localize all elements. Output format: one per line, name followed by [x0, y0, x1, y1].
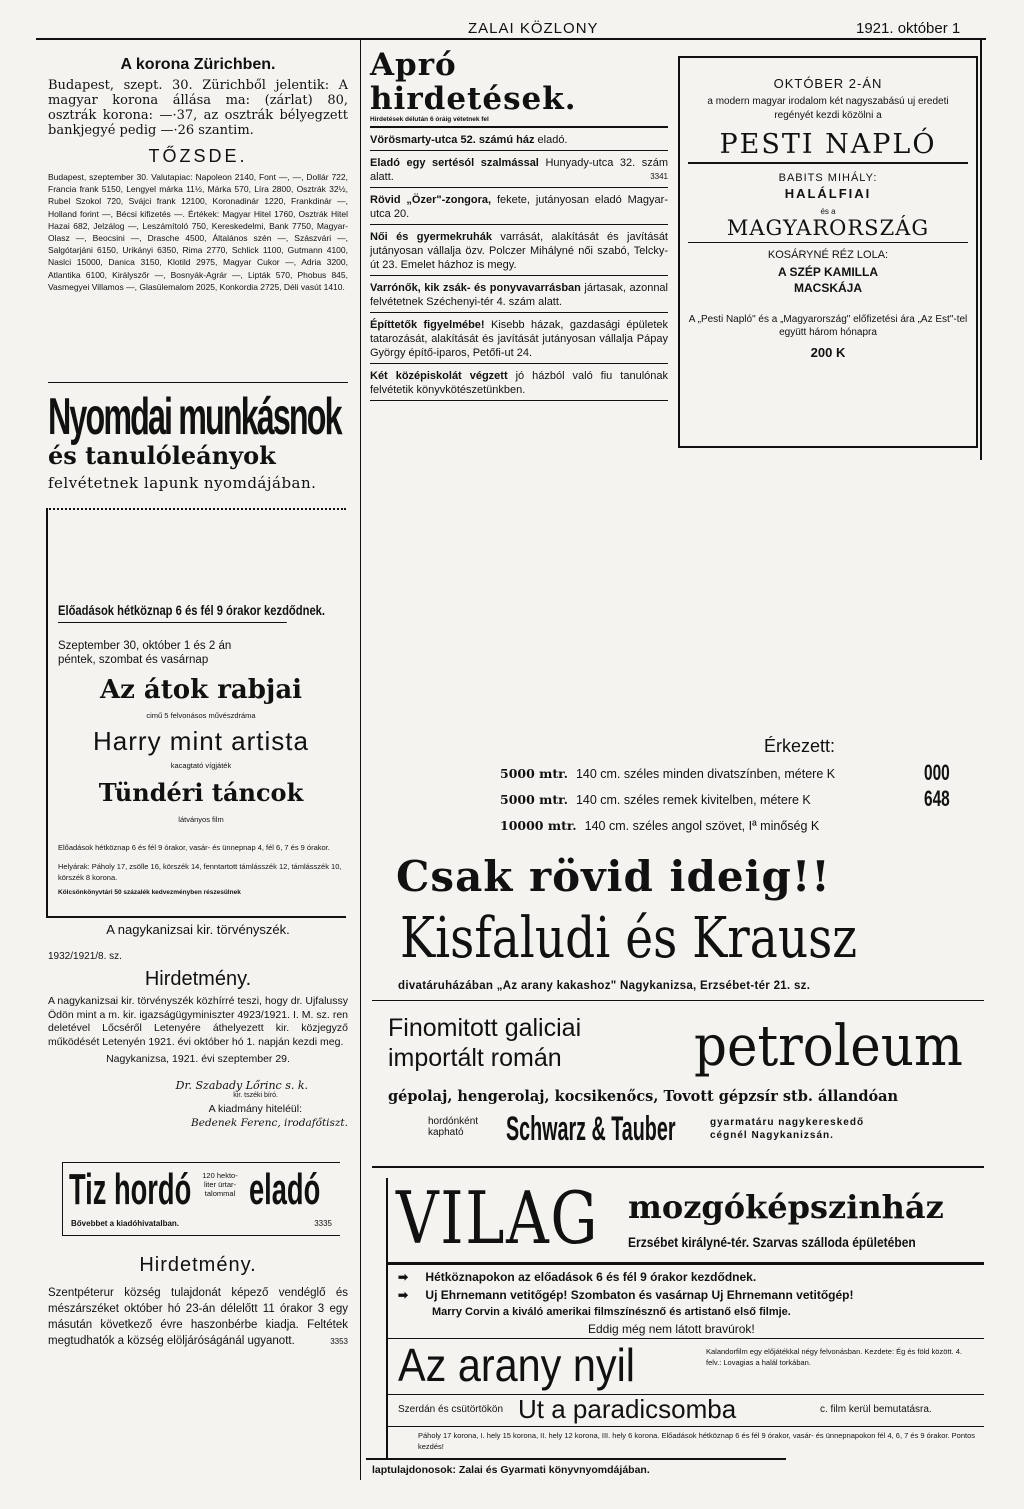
pesti-novel1: HALÁLFIAI: [784, 186, 872, 201]
cinema-info1: Előadások hétköznap 6 és fél 9 órakor, vasár- és ünnepnap 4, fél 6, 7 és 9 órakor.: [58, 843, 330, 852]
vilag-title: mozgóképszinház: [628, 1188, 944, 1226]
notice-clerk: Bedenek Ferenc, irodafőtiszt.: [191, 1117, 348, 1129]
arrow-icon: ➡: [398, 1288, 409, 1302]
divider: [372, 1000, 984, 1001]
classified-ad-text: varrását, alakítását és javítását jutányosan vállalja özv. Polczer Mihályné női szabó, Telcky-út 23. Emelet házhoz is megy.: [370, 231, 668, 271]
issue-date: 1921. október 1: [856, 20, 961, 37]
limited-offer: Csak rövid ideig!!: [396, 852, 831, 901]
classified-ad-head: Építtetők figyelmébe!: [370, 319, 485, 331]
vilag-schedule: [398, 1270, 756, 1284]
korona-body: Budapest, szept. 30. Zürichből jelentik: A magyar korona állása ma: (zárlat) 80, osztrák korona: —·37, az osztrák bélyegzett bankjegyé pedig —·26 szantim.: [48, 78, 348, 138]
classified-ad: [370, 313, 668, 364]
vilag-cinema-ad: [386, 1178, 982, 1458]
vilag-bravura: Eddig még nem látott bravúrok!: [588, 1322, 755, 1336]
pesti-magyarorszag: MAGYARORSZÁG: [688, 216, 968, 243]
fabric-row: [500, 818, 980, 844]
vilag-film2-note: c. film kerül bemutatásra.: [820, 1404, 932, 1415]
petroleum-ad: [388, 1010, 984, 1150]
court-name: A nagykanizsai kir. törvényszék.: [106, 922, 290, 937]
footer-printer: laptulajdonosok: Zalai és Gyarmati könyvnyomdájában.: [372, 1464, 650, 1476]
classifieds-list: [370, 128, 668, 401]
pesti-novel2a: A SZÉP KAMILLA: [777, 265, 878, 279]
arrow-icon: ➡: [398, 1270, 409, 1284]
rental-notice-number: 3353: [330, 1337, 348, 1346]
classifieds: [370, 48, 668, 401]
fabric-desc: 140 cm. széles angol szövet, Iª minőség K: [584, 819, 820, 833]
arrived-heading: Érkezett:: [764, 736, 836, 756]
notice-place: Nagykanizsa, 1921. évi szeptember 29.: [106, 1053, 290, 1065]
vilag-film: Az arany nyil: [398, 1339, 636, 1391]
classified-ad: [370, 364, 668, 401]
petroleum-line1: Finomitott galiciai: [388, 1014, 582, 1042]
korona-section: [48, 56, 348, 293]
vilag-projector: [398, 1288, 853, 1302]
pesti-price: 200 K: [810, 345, 846, 360]
fabric-row: [500, 786, 980, 818]
vilag-film-note: Kalandorfilm egy előjátékkal négy felvonásban. Kezdete: Ég és föld között. 4. felv.: Lovagias a halál torkában.: [706, 1347, 962, 1367]
fabric-quantity: 10000 mtr.: [500, 818, 577, 833]
notice-title: Hirdetmény.: [144, 968, 252, 990]
vilag-wed: Szerdán és csütörtökön: [398, 1404, 504, 1415]
notice-certified: A kiadmány hiteléül:: [208, 1103, 302, 1115]
petroleum-firm: Schwarz & Tauber: [506, 1110, 676, 1148]
classifieds-title: Apró hirdetések.: [370, 47, 577, 117]
notice-signature-role: kir. tszéki bíró.: [233, 1092, 278, 1099]
pesti-author1: BABITS MIHÁLY:: [778, 172, 878, 184]
fabric-quantity: 5000 mtr.: [500, 792, 568, 807]
classified-ad-head: Rövid „Özer"-zongora,: [370, 194, 492, 206]
pesti-intro: a modern magyar irodalom két nagyszabású uj eredeti regényét kezdi közölni a: [707, 96, 949, 121]
cinema-dates: Szeptember 30, október 1 és 2 án péntek, szombat és vasárnap: [58, 640, 232, 666]
cinema-schedule-title: Előadások hétköznap 6 és fél 9 órakor kezdődnek.: [58, 602, 287, 623]
header-rule: [36, 38, 986, 40]
film2-title: Harry mint artista: [93, 726, 309, 756]
paper-name: ZALAI KÖZLONY: [468, 20, 599, 37]
rental-notice-title: Hirdetmény.: [139, 1254, 257, 1276]
vilag-star: Marry Corvin a kiváló amerikai filmszínésznő és artistanő első filmje.: [432, 1306, 791, 1318]
pesti-price-text: A „Pesti Napló" és a „Magyarország" előfizetési ára „Az Est"-tel együtt három hónapra: [688, 314, 968, 338]
barrel-ad-volume: 120 hekto- liter ürtar- talommal: [202, 1171, 238, 1198]
rental-notice: [48, 1254, 348, 1346]
vilag-address: Erzsébet királyné-tér. Szarvas szálloda épületében: [628, 1234, 916, 1250]
classified-ad-text: Hunyady-utca 32. szám alatt.: [370, 157, 668, 183]
pesti-and: és a: [820, 207, 836, 216]
classified-ad-head: Vörösmarty-utca 52. számú ház: [370, 134, 535, 146]
divider: [372, 1166, 984, 1168]
store-name: Kisfaludi és Krausz: [400, 906, 858, 971]
cinema-info2: Helyárak: Páholy 17, zsölle 16, körszék 14, fenntartott támlásszék 12, támlásszék 10, körszék 8 korona.: [58, 862, 342, 882]
pesti-title: PESTI NAPLÓ: [688, 129, 968, 164]
vilag-schedule-text: Hétköznapokon az előadások 6 és fél 9 órakor kezdődnek.: [425, 1270, 757, 1284]
nyomda-line1: Nyomdai munkásnok: [48, 388, 341, 446]
classified-ad-text: fekete, jutányosan eladó Magyar-utca 20.: [370, 194, 668, 220]
nyomda-line3: felvétetnek lapunk nyomdájában.: [48, 474, 317, 492]
petroleum-products: gépolaj, hengerolaj, kocsikenőcs, Tovott gépzsír stb. állandóan: [388, 1088, 899, 1105]
korona-title: A korona Zürichben.: [120, 56, 276, 73]
petroleum-big: petroleum: [694, 1014, 963, 1079]
fabric-row: [500, 760, 980, 792]
classified-ad: [370, 225, 668, 276]
classified-ad-head: Női és gyermekruhák: [370, 231, 492, 243]
pesti-novel2b: MACSKÁJA: [793, 281, 862, 295]
tozsde-title: TŐZSDE.: [148, 146, 248, 166]
classified-ad: [370, 128, 668, 151]
classified-ad-head: Két középiskolát végzett: [370, 370, 508, 382]
vilag-prices: Páholy 17 korona, I. hely 15 korona, II. hely 12 korona, III. hely 6 korona. Előadások hétköznap 6 és fél 9 órakor, vasár- és ünnepnapokon fél 4, 6, 7 és 9 órakor. Pontos kezdés!: [418, 1431, 976, 1451]
divider: [48, 382, 348, 383]
classified-ad-text: Kisebb házak, gazdasági épületek tatarozását, alakítását és javítását jutányosan vállalja Pápay György építő-iparos, Petőfi-ut 24.: [370, 319, 668, 359]
store-address: divatáruházában „Az arany kakashoz" Nagykanizsa, Erzsébet-tér 21. sz.: [398, 980, 811, 992]
classified-ad: [370, 188, 668, 225]
nyomda-ad: [48, 388, 348, 492]
notice-ref: 1932/1921/8. sz.: [48, 951, 122, 962]
classified-ad-head: Eladó egy sertésól szalmással: [370, 157, 539, 169]
barrel-ad-foot: Bővebbet a kiadóhivatalban.: [71, 1219, 180, 1228]
film1-title: Az átok rabjai: [99, 675, 303, 705]
classified-ad-text: jó házból való fiu tanulónak felvétetik könyvkötészetünkben.: [370, 370, 668, 396]
fabric-desc: 140 cm. széles remek kivitelben, métere K: [575, 793, 811, 807]
classified-ad: [370, 276, 668, 313]
notice-body: A nagykanizsai kir. törvényszék közhírré teszi, hogy dr. Ujfalussy Ödön mint a m. kir. igazságügyminiszter 4923/1921. I. M. sz. ren deletével Lőcséről Letenyére áthelyezett kir. közjegyző működését Letenyén 1921. évi október hó 1. napján kezdi meg.: [48, 995, 348, 1048]
barrel-ad-end: eladó: [249, 1165, 321, 1214]
column-divider: [360, 40, 361, 1480]
pesti-naplo-ad: [678, 56, 978, 448]
cinema-info3: Kölcsönkönyvtári 50 százalék kedvezményben részesülnek: [58, 889, 241, 896]
tozsde-body: Budapest, szeptember 30. Valutapiac: Napoleon 2140, Font —, —, Dollár 722, Francia frank 5150, Lengyel márka 11½, Márka 570, Líra 2800, Osztrák 32½, Rubel Szokol 720, Svájci frank 12100, Koronadinár 1220, Frankdinár —, Holland forint —, Bécsi kifizetés —. Értékek: Magyar Hitel 1760, Osztrák Hitel Hazai 682, Jelzálog —, Leszámítoló 750, Kereskedelmi, Bank 7750, Magyar-Olasz —, Beocsini —, Drasche 4500, Általános szén —, Szászvári —, Salgótarjáni 6150, Urikányi 6350, Rima 2770, Schlick 1100, Gutmann 4100, Naslci 15000, Danica 3150, Klotild 2975, Magyar Cukor —, Adria 3200, Atlantika 6100, Királyszőr —, Bosnyák-Agrár —, Lipták 570, Phobus 845, Vasmegyei Villamos —, Glasülemalom 2025, Konkordia 2725, Déli vasút 1410.: [48, 172, 348, 292]
fabric-quantity: 5000 mtr.: [500, 766, 568, 781]
fabric-desc: 140 cm. széles minden divatszínben, métere K: [575, 767, 836, 781]
classified-ad-text: jártasak, azonnal felvétetnek Széchenyi-tér 4. szám alatt.: [370, 282, 668, 308]
barrel-ad: [62, 1162, 340, 1236]
cinema-ad: [58, 602, 344, 896]
classified-ad-head: Varrónők, kik zsák- és ponyvavarrásban: [370, 282, 581, 294]
barrel-ad-number: 3335: [314, 1219, 332, 1228]
film3-title: Tündéri táncok: [98, 778, 304, 807]
fabric-price: 000: [924, 760, 950, 785]
pesti-author2: KOSÁRYNÉ RÉZ LOLA:: [767, 249, 889, 261]
footer-rule: [366, 1458, 786, 1460]
fabric-list: [500, 760, 980, 844]
petroleum-line2: importált román: [388, 1044, 562, 1072]
film2-sub: kacagtató vígjáték: [170, 761, 232, 770]
classifieds-subtitle: Hirdetések délután 6 óráig vétetnek fel: [370, 116, 668, 128]
fabric-price: 648: [924, 786, 950, 811]
right-col-edge: [980, 40, 982, 460]
classified-ad-number: 3341: [650, 172, 668, 181]
classified-ad-text: eladó.: [537, 134, 568, 146]
classified-ad: [370, 151, 668, 188]
vilag-film2: Ut a paradicsomba: [518, 1394, 737, 1424]
vilag-projector-text: Uj Ehrnemann vetitőgép! Szombaton és vasárnap Uj Ehrnemann vetitőgép!: [425, 1288, 854, 1302]
pesti-date: OKTÓBER 2-ÁN: [773, 76, 883, 91]
film1-sub: cimű 5 felvonásos művészdráma: [146, 711, 256, 720]
petroleum-firm-desc: gyarmatáru nagykereskedő cégnél Nagykanizsán.: [710, 1117, 865, 1141]
rental-notice-body: Szentpéterur község tulajdonát képező vendéglő és mészárszéket október hó 23-án délelőtt 11 órakor 3 egy másután következő évre haszonbérbe kiadja. Feltétek megtudhatók a község elöljáróságánál ugyanott.: [48, 1287, 348, 1347]
barrel-ad-big: Tiz hordó: [69, 1165, 192, 1214]
vilag-big: VILAG: [396, 1176, 600, 1260]
court-notice: [48, 922, 348, 1129]
notice-signature: Dr. Szabady Lőrinc s. k.: [175, 1079, 308, 1092]
film3-sub: látványos film: [178, 815, 224, 824]
petroleum-by-barrel: hordónként kapható: [428, 1116, 479, 1138]
nyomda-line2: és tanulóleányok: [48, 441, 276, 470]
